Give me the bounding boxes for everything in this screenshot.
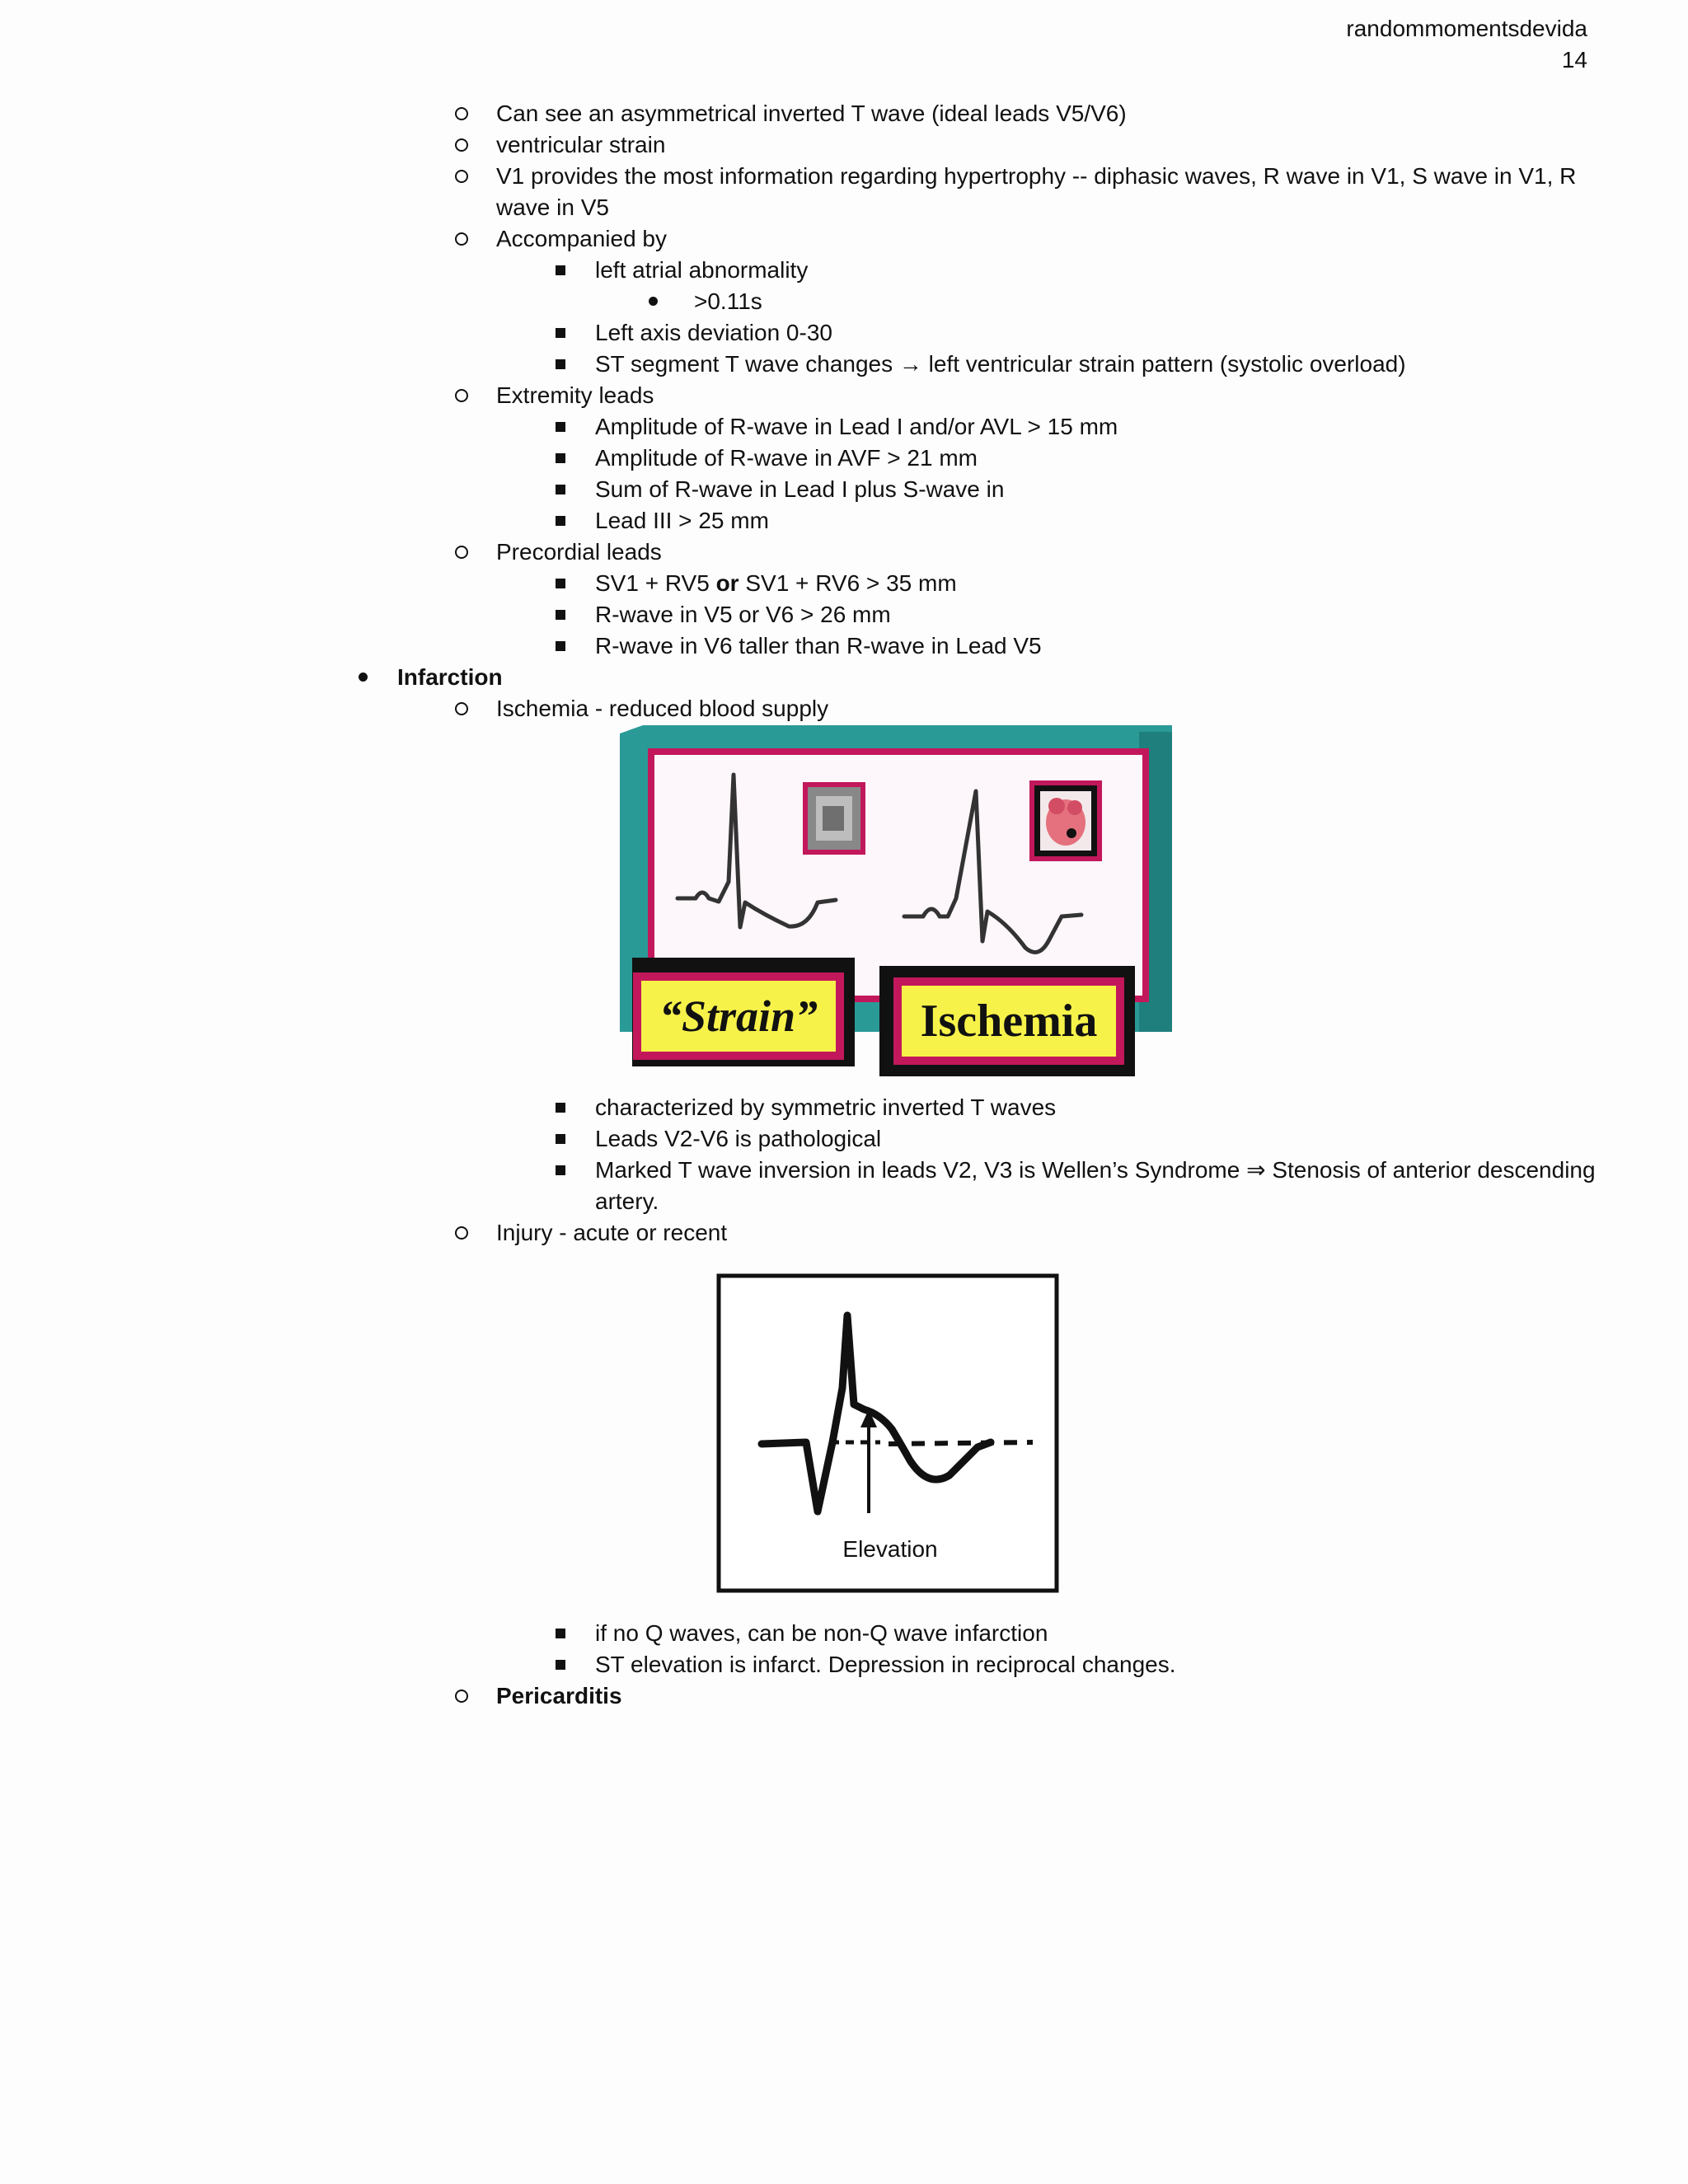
- list-item: Accompanied by: [496, 226, 668, 251]
- list-item-text: SV1 + RV6 > 35 mm: [738, 570, 957, 596]
- st-elevation-figure: [715, 1272, 1065, 1597]
- circle-bullet-icon: [445, 1217, 478, 1249]
- circle-bullet-icon: [445, 693, 478, 724]
- list-item: Can see an asymmetrical inverted T wave (ideal leads V5/V6): [496, 101, 1127, 126]
- circle-bullet-icon: [445, 161, 478, 192]
- square-bullet-icon: [544, 1155, 577, 1186]
- list-item: Leads V2-V6 is pathological: [595, 1126, 882, 1151]
- square-bullet-icon: [544, 1618, 577, 1649]
- list-item-continuation: wave in V5: [496, 194, 609, 220]
- bold-or: or: [715, 570, 739, 596]
- list-item: ST elevation is infarct. Depression in reciprocal changes.: [595, 1652, 1176, 1677]
- list-item: R-wave in V6 taller than R-wave in Lead V5: [595, 633, 1042, 658]
- list-item: >0.11s: [694, 288, 762, 314]
- list-item: Sum of R-wave in Lead I plus S-wave in: [595, 476, 1005, 502]
- list-item: Injury - acute or recent: [496, 1220, 728, 1245]
- circle-bullet-icon: [445, 129, 478, 161]
- page-number: 14: [1561, 47, 1587, 73]
- disc-bullet-icon: [636, 286, 669, 317]
- circle-bullet-icon: [445, 223, 478, 255]
- ischemia-label: Ischemia: [920, 996, 1098, 1047]
- list-item: Lead III > 25 mm: [595, 508, 769, 533]
- list-item: V1 provides the most information regarding hypertrophy -- diphasic waves, R wave in V1, S wave in V1, R: [496, 163, 1577, 189]
- section-heading-infarction: Infarction: [397, 664, 503, 690]
- square-bullet-icon: [544, 1123, 577, 1155]
- square-bullet-icon: [544, 255, 577, 286]
- square-bullet-icon: [544, 349, 577, 380]
- square-bullet-icon: [544, 630, 577, 662]
- circle-bullet-icon: [445, 380, 478, 411]
- square-bullet-icon: [544, 1092, 577, 1123]
- list-item: [595, 568, 957, 599]
- list-item: R-wave in V5 or V6 > 26 mm: [595, 602, 891, 627]
- list-item: Precordial leads: [496, 539, 662, 565]
- list-item: Ischemia - reduced blood supply: [496, 696, 829, 721]
- section-heading-pericarditis: Pericarditis: [496, 1683, 622, 1708]
- list-item-continuation: artery.: [595, 1188, 659, 1214]
- list-item-text: SV1 + RV5: [595, 570, 716, 596]
- square-bullet-icon: [544, 568, 577, 599]
- list-item: characterized by symmetric inverted T waves: [595, 1094, 1057, 1120]
- square-bullet-icon: [544, 474, 577, 505]
- list-item: Amplitude of R-wave in Lead I and/or AVL > 15 mm: [595, 414, 1118, 439]
- strain-label: “Strain”: [659, 991, 818, 1041]
- square-bullet-icon: [544, 443, 577, 474]
- circle-bullet-icon: [445, 537, 478, 568]
- square-bullet-icon: [544, 317, 577, 349]
- list-item: left atrial abnormality: [595, 257, 809, 283]
- circle-bullet-icon: [445, 1680, 478, 1712]
- list-item: Marked T wave inversion in leads V2, V3 is Wellen’s Syndrome ⇒ Stenosis of anterior descending: [595, 1157, 1596, 1183]
- disc-bullet-icon: [346, 662, 379, 693]
- square-bullet-icon: [544, 1649, 577, 1680]
- list-item: Extremity leads: [496, 382, 654, 408]
- square-bullet-icon: [544, 599, 577, 630]
- elevation-label: Elevation: [842, 1536, 938, 1562]
- square-bullet-icon: [544, 411, 577, 443]
- page-header: [1346, 13, 1587, 76]
- list-item: Amplitude of R-wave in AVF > 21 mm: [595, 445, 978, 471]
- author-name: randommomentsdevida: [1346, 16, 1587, 41]
- strain-ischemia-figure: [620, 725, 1172, 1078]
- square-bullet-icon: [544, 505, 577, 537]
- circle-bullet-icon: [445, 98, 478, 129]
- list-item: ventricular strain: [496, 132, 666, 157]
- list-item: ST segment T wave changes → left ventricular strain pattern (systolic overload): [595, 351, 1406, 377]
- list-item: if no Q waves, can be non-Q wave infarction: [595, 1620, 1048, 1646]
- list-item: Left axis deviation 0-30: [595, 320, 832, 345]
